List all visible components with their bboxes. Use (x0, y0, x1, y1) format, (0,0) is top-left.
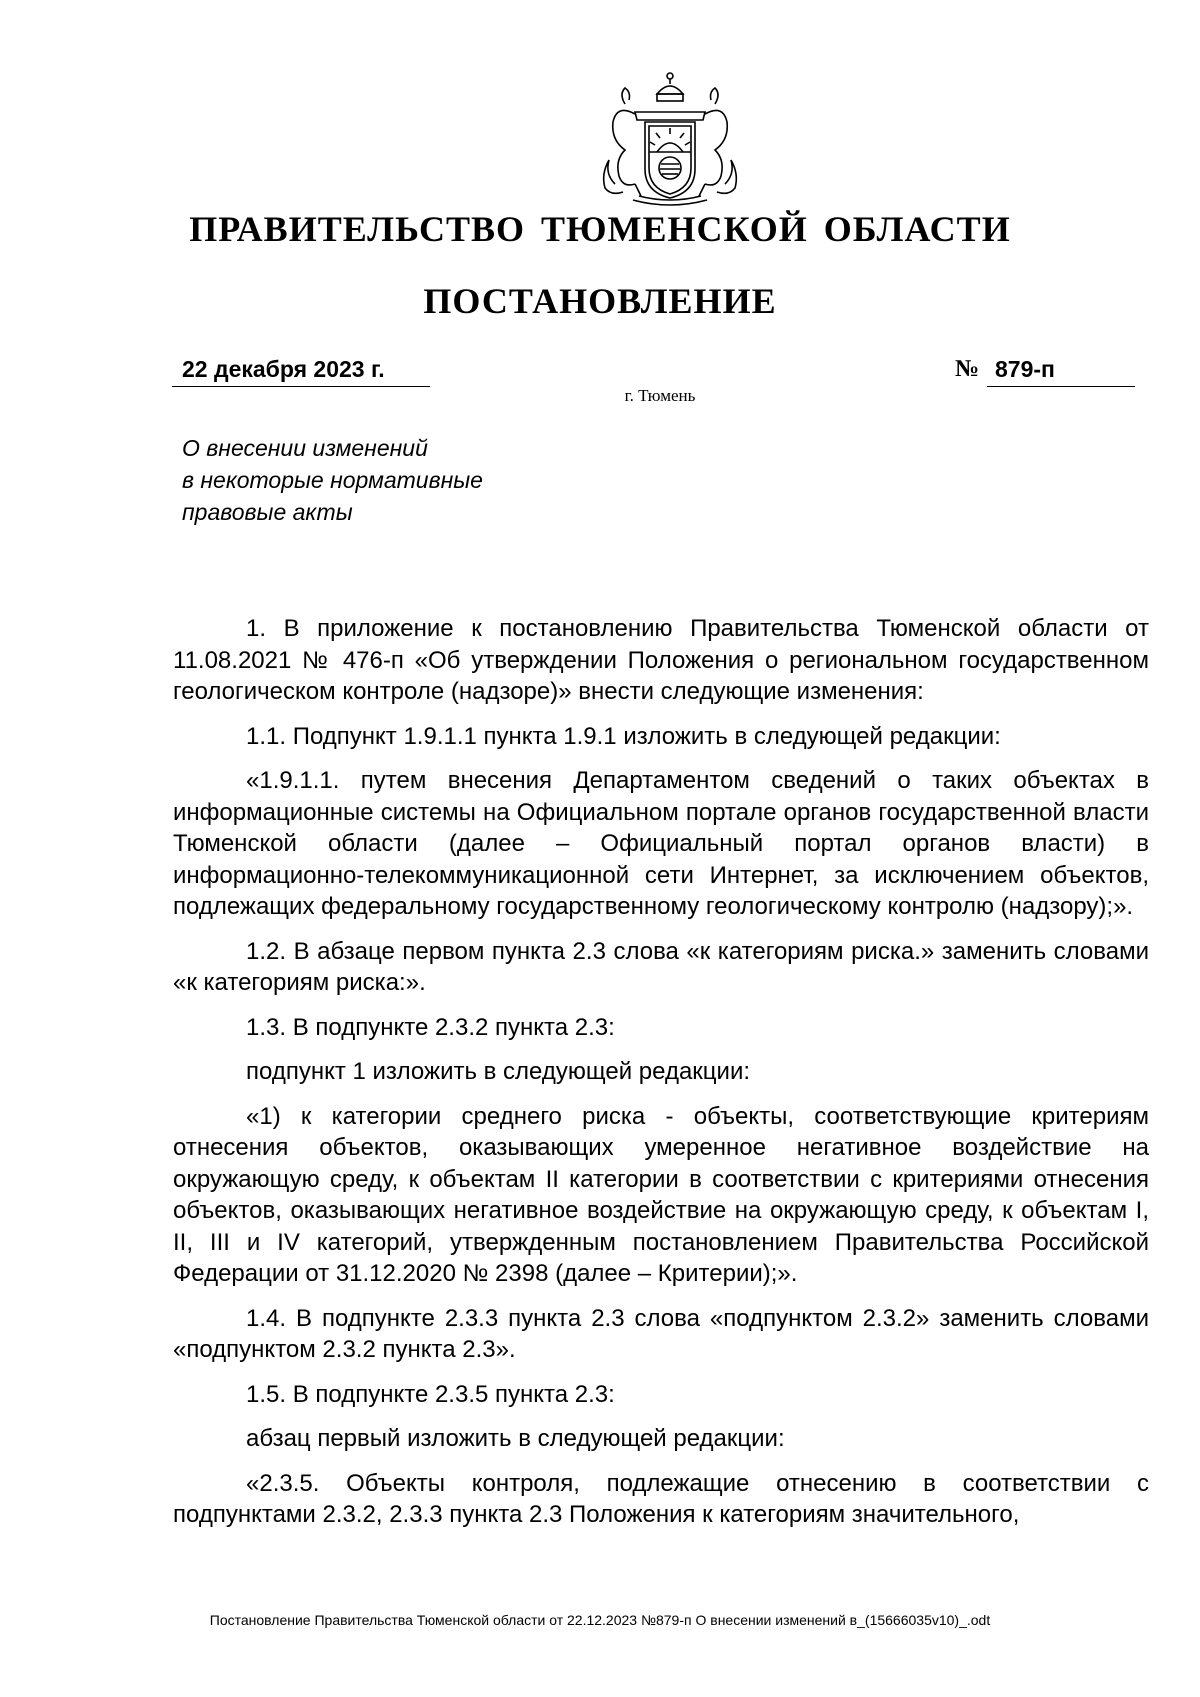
body-paragraph: 1. В приложение к постановлению Правительства Тюменской области от 11.08.2021 № 476-п «Об утверждении Положения о региональном государственном геологическом контроле (надзоре)» внести следующие изменения: (173, 615, 1149, 705)
body-paragraph: 1.5. В подпункте 2.3.5 пункта 2.3: (246, 1380, 615, 1408)
body-paragraph: 1.2. В абзаце первом пункта 2.3 слова «к категориям риска.» заменить словами «к категориям риска:». (173, 937, 1149, 996)
number-sign: № (955, 356, 980, 382)
document-subject (182, 432, 602, 528)
document-city: г. Тюмень (624, 386, 696, 405)
document-number-field (955, 356, 1135, 386)
document-number-underline (987, 356, 1135, 387)
document-date: 22 декабря 2023 г. (182, 356, 385, 382)
government-title: ПРАВИТЕЛЬСТВО ТЮМЕНСКОЙ ОБЛАСТИ (189, 209, 1011, 249)
body-paragraph: «1) к категории среднего риска - объекты, соответствующие критериям отнесения объектов, оказывающих умеренное негативное воздействие на окружающую среду, к объектам II категории в соответствии с критериями отнесения объектов, оказывающих негативное воздействие на окружающую среду, к объектам I, II, III и IV категорий, утвержденным постановлением Правительства Российской Федерации от 31.12.2020 № 2398 (далее – Критерии);». (173, 1102, 1149, 1287)
subject-line: правовые акты (182, 499, 353, 525)
subject-line: в некоторые нормативные (182, 467, 483, 493)
body-paragraph: 1.3. В подпункте 2.3.2 пункта 2.3: (246, 1013, 615, 1041)
body-paragraph: 1.4. В подпункте 2.3.3 пункта 2.3 слова «подпунктом 2.3.2» заменить словами «подпунктом 2.3.2 пункта 2.3». (173, 1304, 1149, 1363)
body-paragraph: подпункт 1 изложить в следующей редакции: (246, 1058, 751, 1085)
subject-line: О внесении изменений (182, 435, 428, 461)
document-body (173, 613, 1149, 1544)
document-number: 879-п (995, 356, 1055, 382)
body-paragraph: абзац первый изложить в следующей редакции: (246, 1425, 785, 1452)
page-footer: Постановление Правительства Тюменской области от 22.12.2023 №879-п О внесении изменений в_(15666035v10)_.odt (209, 1612, 991, 1628)
body-paragraph: «2.3.5. Объекты контроля, подлежащие отнесению в соответствии с подпунктами 2.3.2, 2.3.3 пункта 2.3 Положения к категориям значительного, (173, 1469, 1149, 1528)
coat-of-arms-icon (595, 64, 745, 214)
document-type: ПОСТАНОВЛЕНИЕ (423, 281, 777, 321)
body-paragraph: 1.1. Подпункт 1.9.1.1 пункта 1.9.1 изложить в следующей редакции: (246, 722, 1001, 750)
body-paragraph: «1.9.1.1. путем внесения Департаментом сведений о таких объектах в информационные системы на Официальном портале органов государственной власти Тюменской области (далее – Официальный портал органов власти) в информационно-телекоммуникационной сети Интернет, за исключением объектов, подлежащих федеральному государственному геологическому контролю (надзору);». (173, 767, 1149, 920)
document-date-field (172, 356, 430, 387)
